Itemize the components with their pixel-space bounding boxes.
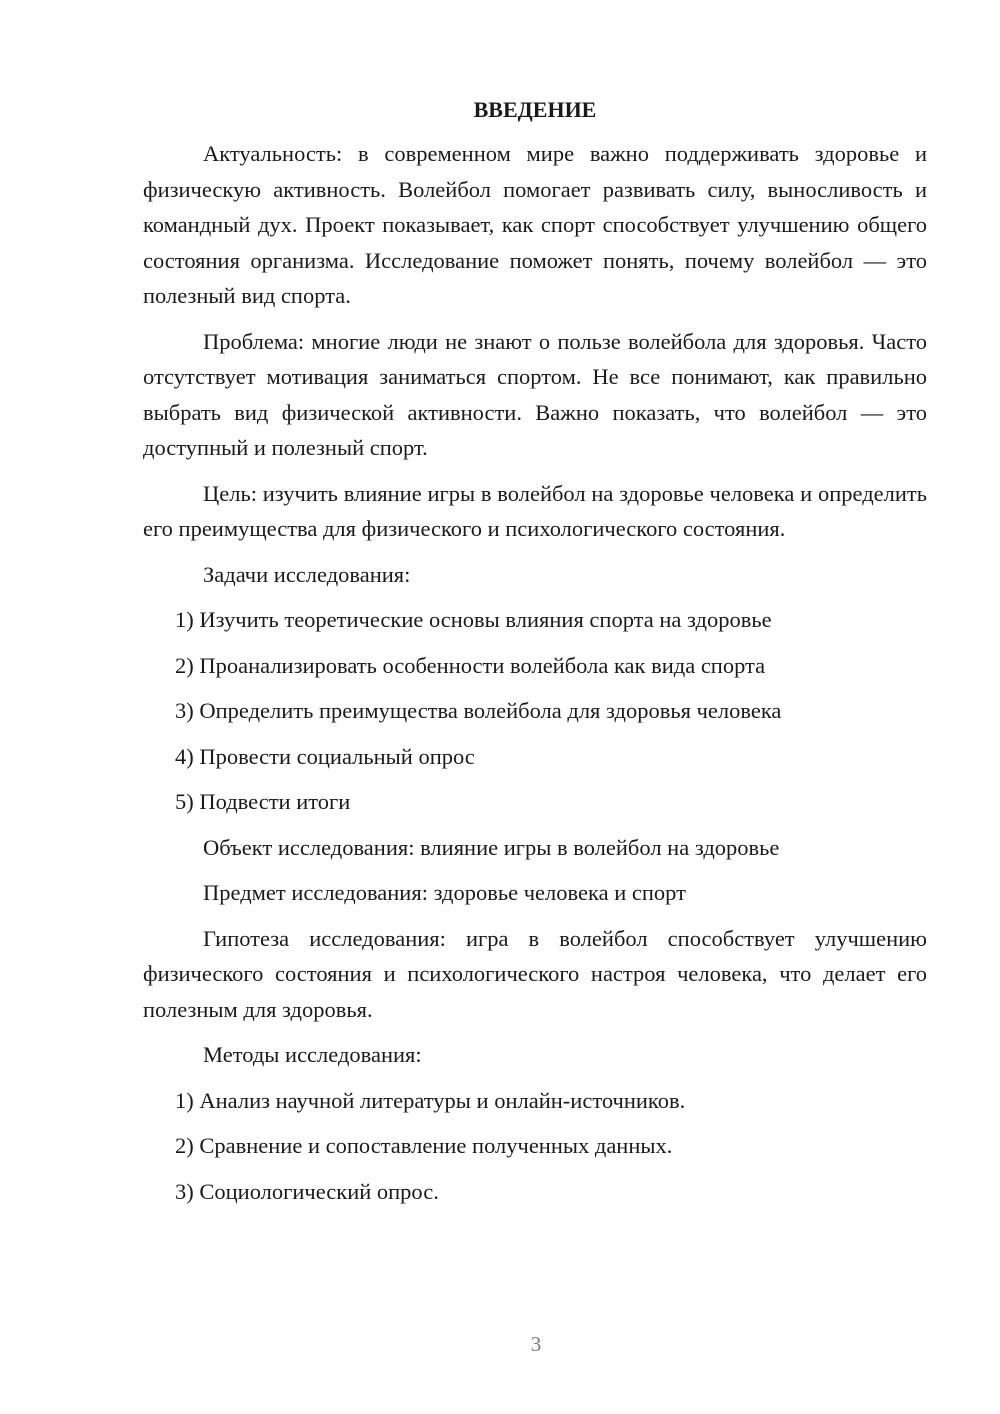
task-item: 3) Определить преимущества волейбола для здоровья человека xyxy=(175,698,782,723)
goal-paragraph: Цель: изучить влияние игры в волейбол на здоровье человека и определить его преимущества для физического и психологического состояния. xyxy=(143,480,927,541)
page-number: 3 xyxy=(530,1332,542,1356)
method-item: 1) Анализ научной литературы и онлайн-источников. xyxy=(175,1087,686,1113)
methods-heading: Методы исследования: xyxy=(203,1042,422,1067)
method-item: 2) Сравнение и сопоставление полученных данных. xyxy=(175,1133,673,1158)
task-item: 5) Подвести итоги xyxy=(175,789,351,814)
task-item: 2) Проанализировать особенности волейбола как вида спорта xyxy=(175,652,766,678)
problem-paragraph: Проблема: многие люди не знают о пользе волейбола для здоровья. Часто отсутствует мотивация заниматься спортом. Не все понимают, как правильно выбрать вид физической активности. Важно показать, что волейбол — это доступный и полезный спорт. xyxy=(143,328,927,460)
task-item: 4) Провести социальный опрос xyxy=(175,743,475,769)
research-object: Объект исследования: влияние игры в волейбол на здоровье xyxy=(203,834,780,860)
task-item: 1) Изучить теоретические основы влияния спорта на здоровье xyxy=(175,607,772,632)
page-content xyxy=(143,94,927,1219)
method-item: 3) Социологический опрос. xyxy=(175,1178,439,1204)
page-title: ВВЕДЕНИЕ xyxy=(473,97,597,122)
research-subject: Предмет исследования: здоровье человека и спорт xyxy=(203,880,686,905)
tasks-heading: Задачи исследования: xyxy=(203,561,411,587)
relevance-paragraph: Актуальность: в современном мире важно поддерживать здоровье и физическую активность. Волейбол помогает развивать силу, выносливость и командный дух. Проект показывает, как спорт способствует улучшению общего состояния организма. Исследование поможет понять, почему волейбол — это полезный вид спорта. xyxy=(143,141,927,308)
hypothesis-paragraph: Гипотеза исследования: игра в волейбол способствует улучшению физического состояния и психологического настроя человека, что делает его полезным для здоровья. xyxy=(143,925,927,1022)
